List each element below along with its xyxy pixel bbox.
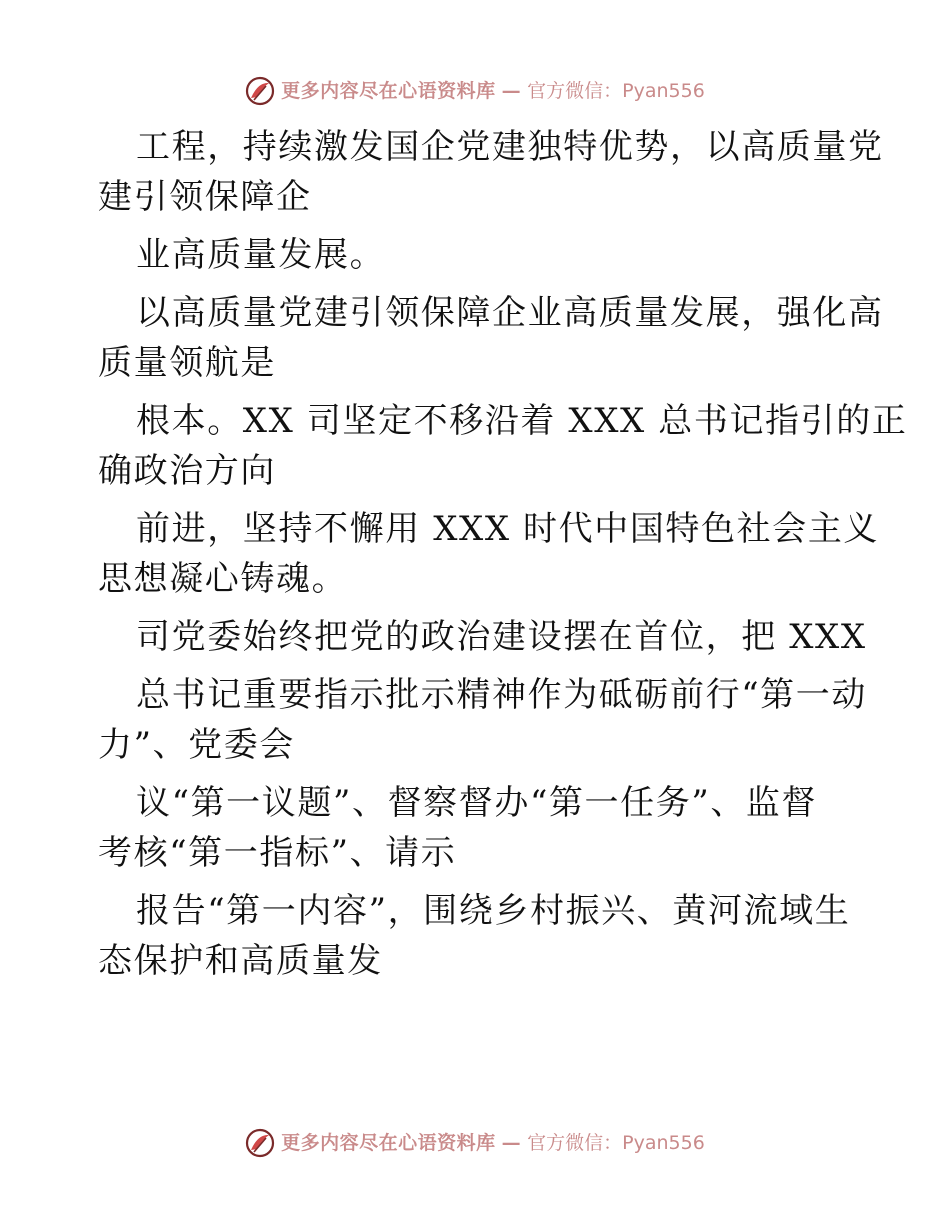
watermark-main-text: 更多内容尽在心语资料库 — [281, 80, 496, 102]
paragraph-line: 业高质量发展。 — [136, 235, 386, 275]
header-watermark — [0, 76, 950, 106]
paragraph-line: 司党委始终把党的政治建设摆在首位，把 XXX — [136, 617, 867, 657]
paragraph-line: 以高质量党建引领保障企业高质量发展，强化高 — [136, 293, 884, 333]
paragraph-line: 报告“第一内容”，围绕乡村振兴、黄河流域生 — [136, 891, 851, 931]
paragraph-line: 建引领保障企 — [98, 177, 312, 217]
watermark-wechat-text: 官方微信：Pyan556 — [527, 80, 705, 102]
paragraph-line: 前进，坚持不懈用 XXX 时代中国特色社会主义 — [136, 509, 880, 549]
footer-watermark — [0, 1128, 950, 1158]
paragraph-line: 考核“第一指标”、请示 — [98, 833, 457, 873]
watermark-dash: — — [501, 1132, 522, 1154]
watermark-main-text: 更多内容尽在心语资料库 — [281, 1132, 496, 1154]
pen-logo-icon — [245, 76, 275, 106]
pen-logo-icon — [245, 1128, 275, 1158]
document-body — [98, 122, 908, 986]
watermark-dash: — — [501, 80, 522, 102]
paragraph-line: 议“第一议题”、督察督办“第一任务”、监督 — [136, 783, 818, 823]
paragraph-line: 力”、党委会 — [98, 725, 295, 765]
watermark-wechat-text: 官方微信：Pyan556 — [527, 1132, 705, 1154]
paragraph-line: 工程，持续激发国企党建独特优势，以高质量党 — [136, 127, 884, 167]
paragraph-line: 根本。XX 司坚定不移沿着 XXX 总书记指引的正 — [136, 401, 908, 441]
paragraph-line: 思想凝心铸魂。 — [98, 559, 348, 599]
paragraph-line: 确政治方向 — [98, 451, 276, 491]
paragraph-line: 总书记重要指示批示精神作为砥砺前行“第一动 — [136, 675, 867, 715]
paragraph-line: 态保护和高质量发 — [98, 941, 383, 981]
paragraph-line: 质量领航是 — [98, 343, 276, 383]
